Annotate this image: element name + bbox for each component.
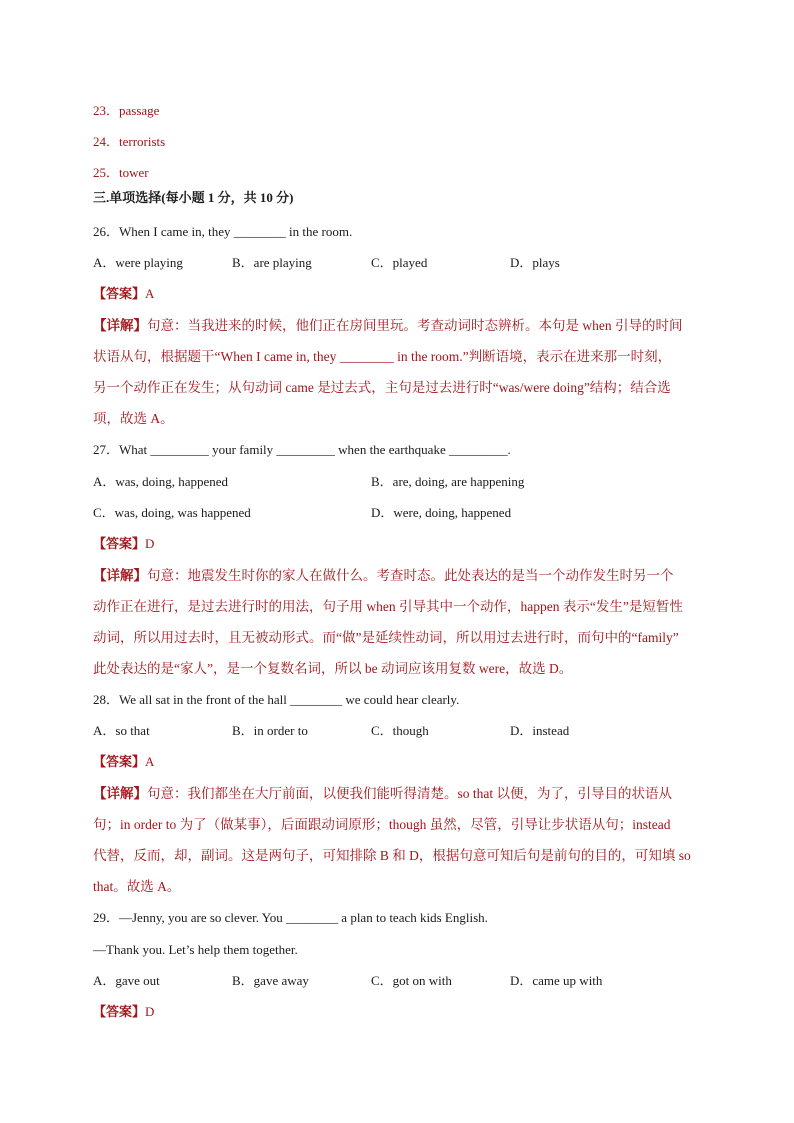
explanation: 【详解】句意：当我进来的时候，他们正在房间里玩。考查动词时态辨析。本句是 when 引导的时间 状语从句，根据题干“When I came in, they ________ in the room.”判断语境，表示在进来那一时刻， 另一个动作正在发生；从句动词 came 是过去式，主句是过去进行时“was/were doing”结构；结合选 项，故选 A。: [93, 318, 683, 426]
answer-line: 【答案】D: [93, 1004, 155, 1019]
section-title: 三.单项选择(每小题 1 分，共 10 分): [93, 190, 294, 205]
explanation: 【详解】句意：我们都坐在大厅前面，以便我们能听得清楚。so that 以便，为了，引导目的状语从 句；in order to 为了（做某事），后面跟动词原形；though 虽然，尽管，引导让步状语从句；instead 代替，反而，却，副词。这是两句子，可知排除 B 和 D，根据句意可知后句是前句的目的，可知填 so that。故选 A。: [93, 786, 691, 894]
vocab-item: 23．passage: [93, 103, 160, 118]
option-d: D．were, doing, happened: [371, 505, 512, 520]
question-stem-reply: —Thank you. Let’s help them together.: [93, 942, 298, 957]
option-d: D．plays: [510, 255, 560, 270]
option-c: C．was, doing, was happened: [93, 505, 251, 520]
question-stem: 28．We all sat in the front of the hall ________ we could hear clearly.: [93, 692, 460, 707]
option-a: A．so that: [93, 723, 150, 738]
option-a: A．gave out: [93, 973, 160, 988]
question-stem: 26．When I came in, they ________ in the room.: [93, 224, 353, 239]
option-d: D．instead: [510, 723, 570, 738]
option-b: B．are playing: [232, 255, 312, 270]
option-b: B．gave away: [232, 973, 309, 988]
vocab-item: 25．tower: [93, 165, 149, 180]
question-stem: 29．—Jenny, you are so clever. You ________ a plan to teach kids English.: [93, 910, 488, 925]
option-c: C．played: [371, 255, 428, 270]
question-stem: 27．What _________ your family _________ when the earthquake _________.: [93, 442, 511, 457]
vocab-item: 24．terrorists: [93, 134, 166, 149]
option-b: B．are, doing, are happening: [371, 474, 525, 489]
answer-line: 【答案】A: [93, 754, 155, 769]
option-a: A．were playing: [93, 255, 183, 270]
option-a: A．was, doing, happened: [93, 474, 229, 489]
option-d: D．came up with: [510, 973, 603, 988]
option-c: C．got on with: [371, 973, 452, 988]
explanation: 【详解】句意：地震发生时你的家人在做什么。考查时态。此处表达的是当一个动作发生时另一个 动作正在进行，是过去进行时的用法，句子用 when 引导其中一个动作，happen 表示“发生”是短暂性 动词，所以用过去时，且无被动形式。而“做”是延续性动词，所以用过去进行时，而句中的“family” 此处表达的是“家人”，是一个复数名词，所以 be 动词应该用复数 were，故选 D。: [93, 568, 683, 676]
option-b: B．in order to: [232, 723, 308, 738]
answer-line: 【答案】A: [93, 286, 155, 301]
option-c: C．though: [371, 723, 429, 738]
answer-line: 【答案】D: [93, 536, 155, 551]
